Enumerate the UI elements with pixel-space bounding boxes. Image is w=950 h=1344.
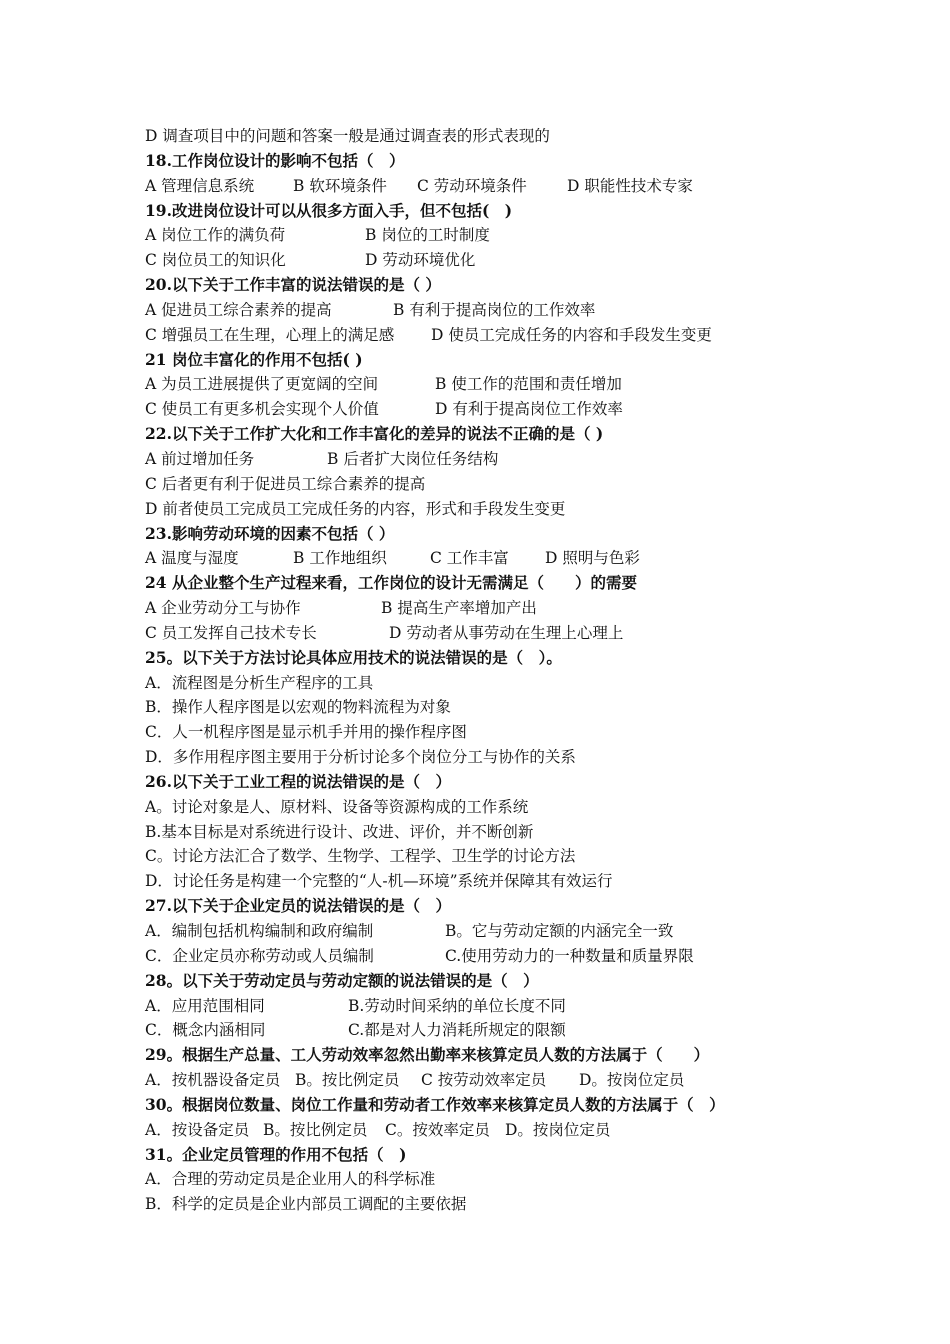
answer-option: A 企业劳动分工与协作 [145, 599, 301, 618]
answer-options-line [145, 497, 885, 522]
answer-option: C 劳动环境条件 [417, 176, 527, 195]
answer-option: B 有利于提高岗位的工作效率 [393, 300, 596, 319]
answer-options-line [145, 397, 885, 422]
question-heading: 20.以下关于工作丰富的说法错误的是（ ） [145, 275, 441, 295]
answer-option: D 使员工完成任务的内容和手段发生变更 [431, 325, 712, 344]
answer-option: B 岗位的工时制度 [365, 226, 490, 245]
answer-option: B.基本目标是对系统进行设计、改进、评价，并不断创新 [145, 822, 534, 841]
question-heading: 23.影响劳动环境的因素不包括（ ） [145, 523, 395, 543]
answer-option: D 劳动者从事劳动在生理上心理上 [389, 623, 624, 642]
question-heading: 28。以下关于劳动定员与劳动定额的说法错误的是（ ） [145, 970, 539, 990]
answer-option: A 管理信息系统 [145, 176, 255, 195]
answer-option: B。按比例定员 [263, 1120, 368, 1139]
question-heading: 19.改进岗位设计可以从很多方面入手，但不包括( ) [145, 200, 513, 220]
question-heading: 21 岗位丰富化的作用不包括( ) [145, 349, 363, 369]
answer-option: C．企业定员亦称劳动或人员编制 [145, 946, 374, 965]
answer-option: A 为员工进展提供了更宽阔的空间 [145, 375, 379, 394]
answer-options-line [145, 671, 885, 696]
answer-options-line [145, 323, 885, 348]
answer-options-line [145, 720, 885, 745]
answer-option: C 使员工有更多机会实现个人价值 [145, 400, 379, 419]
answer-options-line [145, 223, 885, 248]
answer-options-line [145, 248, 885, 273]
answer-option: B.劳动时间采纳的单位长度不同 [348, 996, 566, 1015]
answer-option: D 前者使员工完成员工完成任务的内容，形式和手段发生变更 [145, 499, 566, 518]
answer-options-line [145, 174, 885, 199]
answer-options-line [145, 472, 885, 497]
answer-option: C．人一机程序图是显示机手并用的操作程序图 [145, 723, 467, 742]
answer-option: B 工作地组织 [293, 549, 387, 568]
answer-option: D 照明与色彩 [545, 549, 640, 568]
answer-option: C．概念内涵相同 [145, 1021, 266, 1040]
question-heading: 29。根据生产总量、工人劳动效率忽然出勤率来核算定员人数的方法属于（ ） [145, 1045, 710, 1065]
answer-option: A．流程图是分析生产程序的工具 [145, 673, 374, 692]
answer-option: D。按岗位定员 [579, 1071, 685, 1090]
answer-options-line [145, 844, 885, 869]
answer-option: B．操作人程序图是以宏观的物料流程为对象 [145, 698, 451, 717]
answer-option: A 温度与湿度 [145, 549, 239, 568]
answer-option: B 提高生产率增加产出 [381, 599, 537, 618]
answer-option: B 使工作的范围和责任增加 [435, 375, 622, 394]
answer-options-line [145, 1167, 885, 1192]
answer-option: A．应用范围相同 [145, 996, 265, 1015]
answer-option: C。讨论方法汇合了数学、生物学、工程学、卫生学的讨论方法 [145, 847, 576, 866]
answer-option: A．编制包括机构编制和政府编制 [145, 922, 374, 940]
question-heading: 18.工作岗位设计的影响不包括（ ） [145, 150, 405, 170]
answer-option: A．合理的劳动定员是企业用人的科学标准 [145, 1170, 436, 1189]
question-heading: 27.以下关于企业定员的说法错误的是（ ） [145, 896, 451, 916]
answer-option: B 软环境条件 [293, 176, 387, 195]
answer-option: B。按比例定员 [295, 1071, 400, 1090]
answer-options-line [145, 944, 885, 969]
answer-options-line [145, 795, 885, 820]
answer-options-line [145, 447, 885, 472]
question-heading: 22.以下关于工作扩大化和工作丰富化的差异的说法不正确的是（ ) [145, 424, 604, 444]
answer-option: C 员工发挥自己技术专长 [145, 623, 317, 642]
answer-option: C 工作丰富 [430, 549, 509, 568]
answer-option: A 前过增加任务 [145, 449, 255, 468]
answer-options-line [145, 1018, 885, 1043]
answer-options-line [145, 869, 885, 894]
question-heading: 24 从企业整个生产过程来看，工作岗位的设计无需满足（ ）的需要 [145, 573, 637, 593]
answer-options-line [145, 596, 885, 621]
answer-option: B。它与劳动定额的内涵完全一致 [445, 922, 674, 940]
answer-option: D。按岗位定员 [505, 1120, 611, 1139]
answer-options-line [145, 919, 885, 944]
answer-option: D 调查项目中的问题和答案一般是通过调查表的形式表现的 [145, 127, 550, 145]
answer-option: A．按设备定员 [145, 1120, 250, 1139]
answer-option: C.都是对人力消耗所规定的限额 [348, 1021, 566, 1040]
answer-option: C 岗位员工的知识化 [145, 251, 286, 270]
answer-options-line [145, 994, 885, 1019]
answer-option: D．讨论任务是构建一个完整的“人-机—环境”系统并保障其有效运行 [145, 872, 613, 891]
document-page [145, 124, 885, 1217]
question-heading: 31。企业定员管理的作用不包括（ ) [145, 1144, 407, 1164]
question-heading: 25。以下关于方法讨论具体应用技术的说法错误的是（ ）。 [145, 647, 562, 667]
answer-options-line [145, 695, 885, 720]
answer-option: D 有利于提高岗位工作效率 [435, 400, 623, 419]
answer-option: C。按效率定员 [385, 1120, 490, 1139]
answer-option: D．多作用程序图主要用于分析讨论多个岗位分工与协作的关系 [145, 748, 576, 767]
answer-options-line [145, 745, 885, 770]
answer-option: A。讨论对象是人、原材料、设备等资源构成的工作系统 [145, 797, 529, 816]
answer-options-line [145, 298, 885, 323]
answer-option: D 职能性技术专家 [567, 176, 693, 195]
answer-option: A．按机器设备定员 [145, 1071, 281, 1090]
answer-option: B．科学的定员是企业内部员工调配的主要依据 [145, 1195, 467, 1214]
answer-options-line [145, 1068, 885, 1093]
question-heading: 26.以下关于工业工程的说法错误的是（ ） [145, 771, 451, 791]
answer-option: C 按劳动效率定员 [421, 1071, 547, 1090]
answer-option: A 岗位工作的满负荷 [145, 226, 286, 245]
answer-options-line [145, 1192, 885, 1217]
answer-options-line [145, 372, 885, 397]
answer-options-line [145, 124, 885, 149]
answer-options-line [145, 621, 885, 646]
answer-options-line [145, 1118, 885, 1143]
answer-option: C 增强员工在生理，心理上的满足感 [145, 325, 395, 344]
answer-option: B 后者扩大岗位任务结构 [327, 449, 499, 468]
answer-option: C.使用劳动力的一种数量和质量界限 [445, 946, 694, 965]
answer-options-line [145, 820, 885, 845]
answer-option: A 促进员工综合素养的提高 [145, 300, 332, 319]
answer-option: D 劳动环境优化 [365, 251, 476, 270]
answer-option: C 后者更有利于促进员工综合素养的提高 [145, 474, 426, 493]
answer-options-line [145, 546, 885, 571]
question-heading: 30。根据岗位数量、岗位工作量和劳动者工作效率来核算定员人数的方法属于（ ） [145, 1094, 725, 1114]
